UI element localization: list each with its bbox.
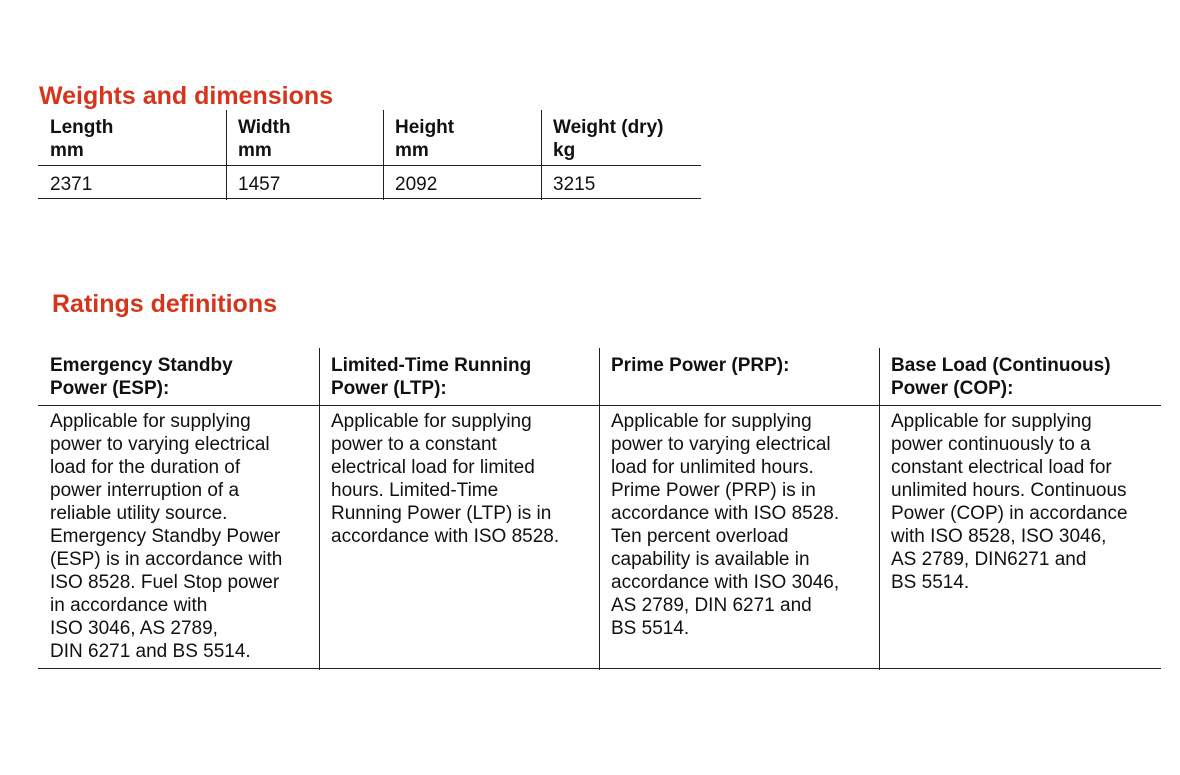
table-column-weight bbox=[541, 110, 701, 200]
column-body: Applicable for supplying power to a constant electrical load for limited hours. Limited-Time Running Power (LTP) is in accordance with ISO 8528. bbox=[331, 411, 560, 547]
cell-value: 3215 bbox=[553, 174, 596, 195]
table-column-prp bbox=[599, 348, 879, 670]
column-header bbox=[395, 116, 454, 162]
column-header: Limited-Time Running Power (LTP): bbox=[331, 355, 532, 399]
column-body: Applicable for supplying power to varying electrical load for unlimited hours. Prime Power (PRP) is in accordance with ISO 8528. Ten percent overload capability is available in accordance with ISO 3046, AS 2789, DIN 6271 and BS 5514. bbox=[611, 411, 840, 639]
cell-value: 2371 bbox=[50, 174, 93, 195]
weights-section-title: Weights and dimensions bbox=[39, 82, 334, 110]
header-rule bbox=[38, 165, 701, 166]
table-column-height bbox=[383, 110, 541, 200]
column-label: Weight (dry) bbox=[553, 117, 664, 138]
column-divider bbox=[383, 110, 384, 200]
weights-dimensions-table bbox=[38, 110, 701, 200]
table-column-cop bbox=[879, 348, 1161, 670]
column-header: Emergency Standby Power (ESP): bbox=[50, 355, 233, 399]
column-label: Width bbox=[238, 117, 291, 138]
column-unit: kg bbox=[553, 140, 576, 161]
column-label: Height bbox=[395, 117, 455, 138]
ratings-definitions-table bbox=[38, 348, 1161, 670]
column-divider bbox=[226, 110, 227, 200]
column-header bbox=[553, 116, 663, 162]
ratings-section-title: Ratings definitions bbox=[52, 290, 277, 318]
column-unit: mm bbox=[238, 140, 272, 161]
cell-value: 1457 bbox=[238, 174, 281, 195]
column-body: Applicable for supplying power continuously to a constant electrical load for unlimited hours. Continuous Power (COP) in accordance with ISO 8528, ISO 3046, AS 2789, DIN6271 and BS 5514. bbox=[891, 411, 1128, 593]
table-column-esp bbox=[38, 348, 319, 670]
column-header bbox=[50, 116, 113, 162]
table-column-length bbox=[38, 110, 226, 200]
table-column-ltp bbox=[319, 348, 599, 670]
column-body: Applicable for supplying power to varying electrical load for the duration of power interruption of a reliable utility source. Emergency Standby Power (ESP) is in accordance with ISO 8528. Fuel Stop power in accordance with ISO 3046, AS 2789, DIN 6271 and BS 5514. bbox=[50, 411, 283, 662]
header-rule bbox=[38, 405, 1161, 406]
table-column-width bbox=[226, 110, 383, 200]
column-divider bbox=[599, 348, 600, 670]
column-divider bbox=[879, 348, 880, 670]
column-unit: mm bbox=[50, 140, 84, 161]
column-label: Length bbox=[50, 117, 114, 138]
bottom-rule bbox=[38, 668, 1161, 669]
column-divider bbox=[319, 348, 320, 670]
bottom-rule bbox=[38, 198, 701, 199]
column-header: Prime Power (PRP): bbox=[611, 355, 790, 376]
column-unit: mm bbox=[395, 140, 429, 161]
column-header: Base Load (Continuous) Power (COP): bbox=[891, 355, 1111, 399]
column-header bbox=[238, 116, 291, 162]
column-divider bbox=[541, 110, 542, 200]
cell-value: 2092 bbox=[395, 174, 438, 195]
